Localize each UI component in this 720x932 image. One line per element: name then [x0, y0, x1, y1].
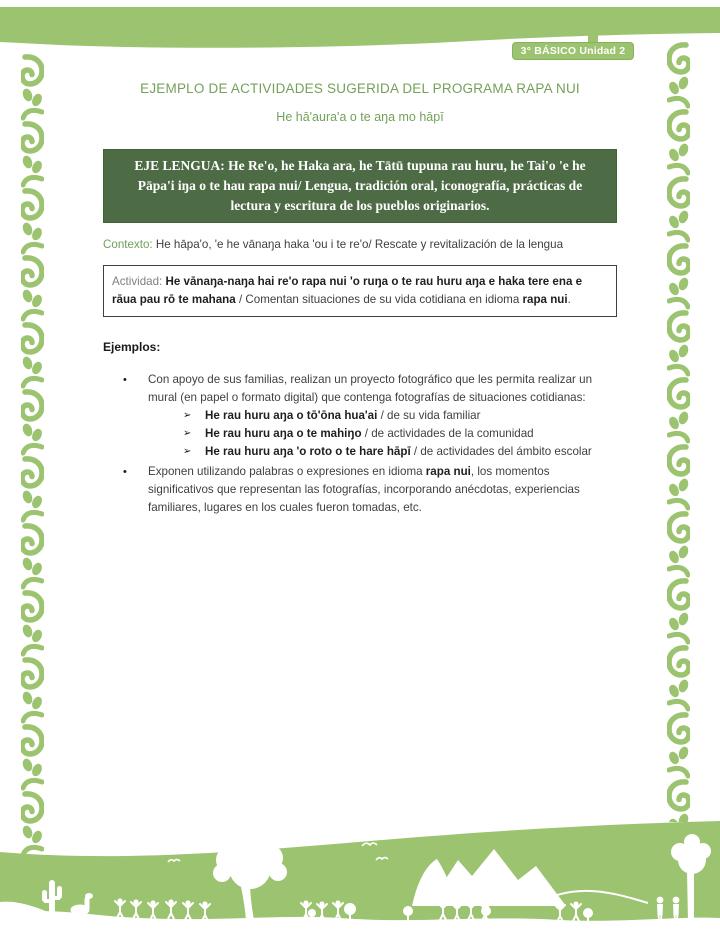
actividad-rapanui-term: rapa nui — [522, 293, 568, 306]
eje-lengua-box — [103, 149, 617, 223]
arrow-bullet-icon: ➢ — [183, 410, 192, 421]
example-bullet-1-text: Con apoyo de sus familias, realizan un proyecto fotográfico que les permita realizar un mural (en papel o formato digital) que contenga fotografías de situaciones cotidianas: — [148, 373, 596, 404]
contexto-line — [103, 237, 617, 253]
contexto-label: Contexto: — [103, 238, 153, 251]
example-bullet-1 — [103, 371, 617, 407]
contexto-text: He hāpa'o, 'e he vānaŋa haka 'ou i te re'o/ Rescate y revitalización de la lengua — [152, 238, 564, 251]
actividad-spanish: / Comentan situaciones de su vida cotidiana en idioma — [235, 293, 523, 306]
arrow-bullet-icon: ➢ — [183, 446, 192, 457]
bullet-icon: • — [123, 466, 127, 478]
grade-unit-badge: 3° BÁSICO Unidad 2 — [512, 42, 634, 60]
sub-bullet-2-rapanui: He rau huru aŋa o te mahiŋo — [205, 427, 362, 440]
sub-bullet-3 — [103, 443, 617, 461]
sub-bullet-1-spanish: / de su vida familiar — [377, 409, 481, 422]
content-column — [103, 80, 617, 517]
sub-bullet-2 — [103, 425, 617, 443]
example-bullet-2-pre: Exponen utilizando palabras o expresiones en idioma — [148, 465, 426, 478]
bullet-icon: • — [123, 374, 127, 386]
actividad-box — [103, 265, 617, 317]
actividad-rapanui-bold: He vānaŋa-naŋa hai re'o rapa nui 'o ruŋa o te rau huru aŋa e haka tere ena e rāua pau rō te mahana — [112, 275, 586, 306]
ejemplos-heading: Ejemplos: — [103, 340, 161, 354]
left-ornament-border — [21, 54, 44, 856]
example-bullet-2-rapanui: rapa nui — [425, 465, 471, 478]
sub-bullet-1-rapanui: He rau huru aŋa o tō'ōna hua'ai — [205, 409, 378, 422]
footer-landscape-art — [0, 816, 720, 932]
sub-bullet-3-spanish: / de actividades del ámbito escolar — [410, 445, 592, 458]
arrow-bullet-icon: ➢ — [183, 428, 192, 439]
sub-bullet-2-spanish: / de actividades de la comunidad — [361, 427, 534, 440]
sub-bullet-3-rapanui: He rau huru aŋa 'o roto o te hare hāpī — [205, 445, 411, 458]
actividad-label: Actividad: — [112, 275, 166, 288]
right-ornament-border — [667, 42, 690, 822]
actividad-period: . — [567, 293, 571, 306]
page-title: EJEMPLO DE ACTIVIDADES SUGERIDA DEL PROGRAMA RAPA NUI — [140, 81, 580, 96]
example-bullet-2-post: , los momentos significativos que representan las fotografías, incorporando anécdotas, experiencias familiares, lugares en los cuales fueron tomadas, etc. — [148, 465, 584, 514]
page-subtitle: He hā'aura'a o te aŋa mo hāpī — [276, 110, 444, 124]
sub-bullet-1 — [103, 407, 617, 425]
eje-lengua-text: EJE LENGUA: He Re'o, he Haka ara, he Tātū tupuna rau huru, he Tai'o 'e he Pāpa'i iŋa o te hau rapa nui/ Lengua, tradición oral, iconografía, prácticas de lectura y escritura de los pueblos originarios. — [134, 158, 586, 213]
example-bullet-2 — [103, 463, 617, 517]
